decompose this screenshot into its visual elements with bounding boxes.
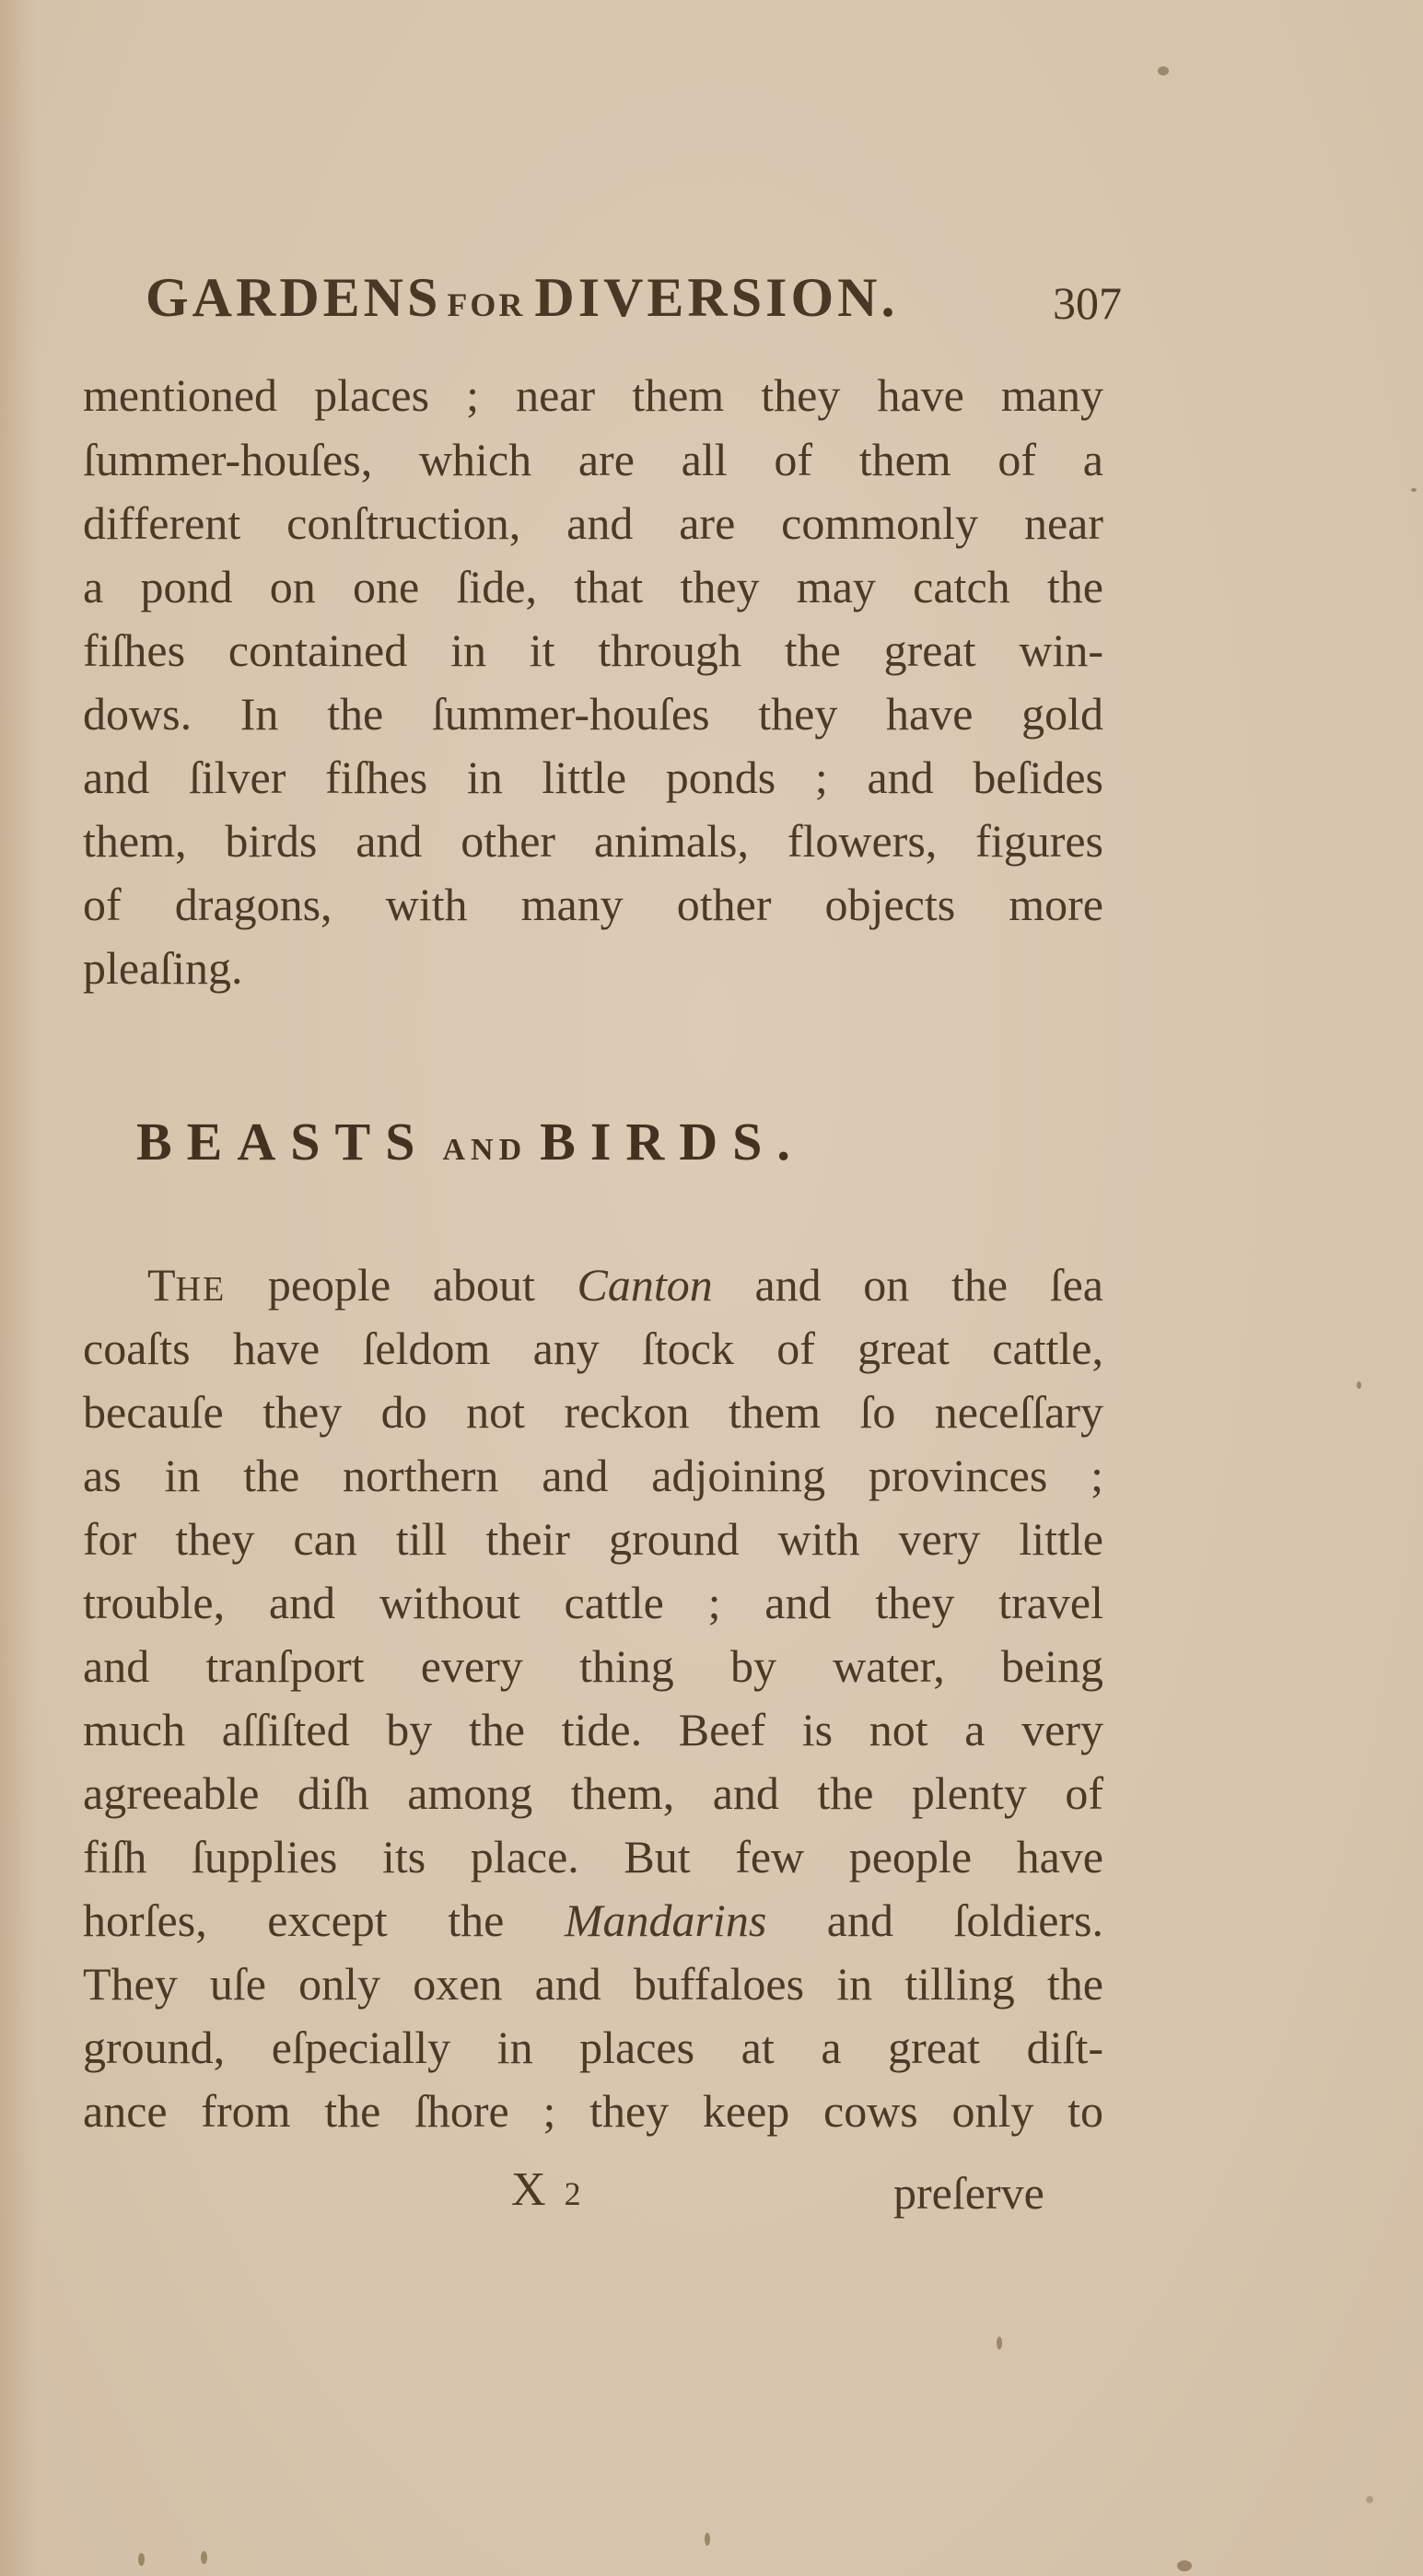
section-heading <box>136 1105 1057 1179</box>
text-line: ſummer-houſes, which are all of them of a <box>83 434 1103 485</box>
text-line: agreeable diſh among them, and the plenty of <box>83 1767 1103 1819</box>
section-heading-word-and: AND <box>442 1133 528 1167</box>
paper-speck <box>1177 2560 1192 2571</box>
paper-speck <box>705 2533 710 2546</box>
text-line: and ſilver fiſhes in little ponds ; and beſides <box>83 752 1103 803</box>
text-line: ance from the ſhore ; they keep cows only to <box>83 2085 1103 2137</box>
italic-place-name: Canton <box>577 1259 713 1311</box>
text-fragment: horſes, except the <box>83 1894 565 1946</box>
text-line: trouble, and without cattle ; and they travel <box>83 1577 1103 1628</box>
running-head-word-diversion: DIVERSION. <box>534 267 899 328</box>
section-heading-word-birds: BIRDS. <box>540 1112 805 1171</box>
text-line-mandarins <box>83 1890 1103 1951</box>
drop-lead-cap: T <box>147 1259 176 1311</box>
italic-term: Mandarins <box>564 1894 767 1946</box>
running-head-title <box>146 265 898 337</box>
signature-number: 2 <box>564 2175 581 2212</box>
text-line: different conſtruction, and are commonly near <box>83 497 1103 549</box>
text-line-first <box>147 1254 1103 1315</box>
text-line: They uſe only oxen and buffaloes in tilling the <box>83 1958 1103 2010</box>
paper-speck <box>997 2337 1002 2349</box>
text-line: ground, eſpecially in places at a great diſt- <box>83 2022 1103 2073</box>
text-line: fiſhes contained in it through the great win- <box>83 624 1103 676</box>
running-head-word-gardens: GARDENS <box>146 267 442 328</box>
text-line: dows. In the ſummer-houſes they have gold <box>83 688 1103 740</box>
text-fragment: and ſoldiers. <box>766 1894 1103 1946</box>
signature-letter: X <box>511 2163 546 2216</box>
paper-speck <box>201 2551 207 2564</box>
text-line: as in the northern and adjoining provinces ; <box>83 1450 1103 1501</box>
text-line: coaſts have ſeldom any ſtock of great cattle, <box>83 1323 1103 1374</box>
text-line: them, birds and other animals, flowers, figures <box>83 815 1103 867</box>
lead-smallcaps: HE <box>175 1270 227 1309</box>
text-line: of dragons, with many other objects more <box>83 879 1103 930</box>
section-heading-word-beasts: BEASTS <box>136 1112 430 1171</box>
text-line: becauſe they do not reckon them ſo neceſſary <box>83 1386 1103 1438</box>
catchword: preſerve <box>893 2167 1044 2219</box>
text-line: mentioned places ; near them they have many <box>83 369 1103 421</box>
running-head <box>146 265 1122 330</box>
running-head-word-for: FOR <box>447 286 526 323</box>
text-fragment: and on the ſea <box>712 1259 1103 1311</box>
paper-speck <box>1366 2496 1373 2503</box>
signature-mark <box>511 2160 581 2224</box>
text-line: and tranſport every thing by water, being <box>83 1640 1103 1692</box>
text-fragment: people about <box>226 1259 577 1311</box>
paper-speck <box>1158 66 1169 76</box>
text-line: much aſſiſted by the tide. Beef is not a very <box>83 1704 1103 1755</box>
text-line: pleaſing. <box>83 942 243 994</box>
text-line: for they can till their ground with very little <box>83 1513 1103 1565</box>
text-line: fiſh ſupplies its place. But few people have <box>83 1831 1103 1882</box>
text-line: a pond on one ſide, that they may catch the <box>83 561 1103 612</box>
paper-speck <box>1357 1381 1361 1389</box>
paper-speck <box>1411 488 1417 492</box>
paper-speck <box>138 2553 145 2566</box>
page-number: 307 <box>1053 277 1122 329</box>
